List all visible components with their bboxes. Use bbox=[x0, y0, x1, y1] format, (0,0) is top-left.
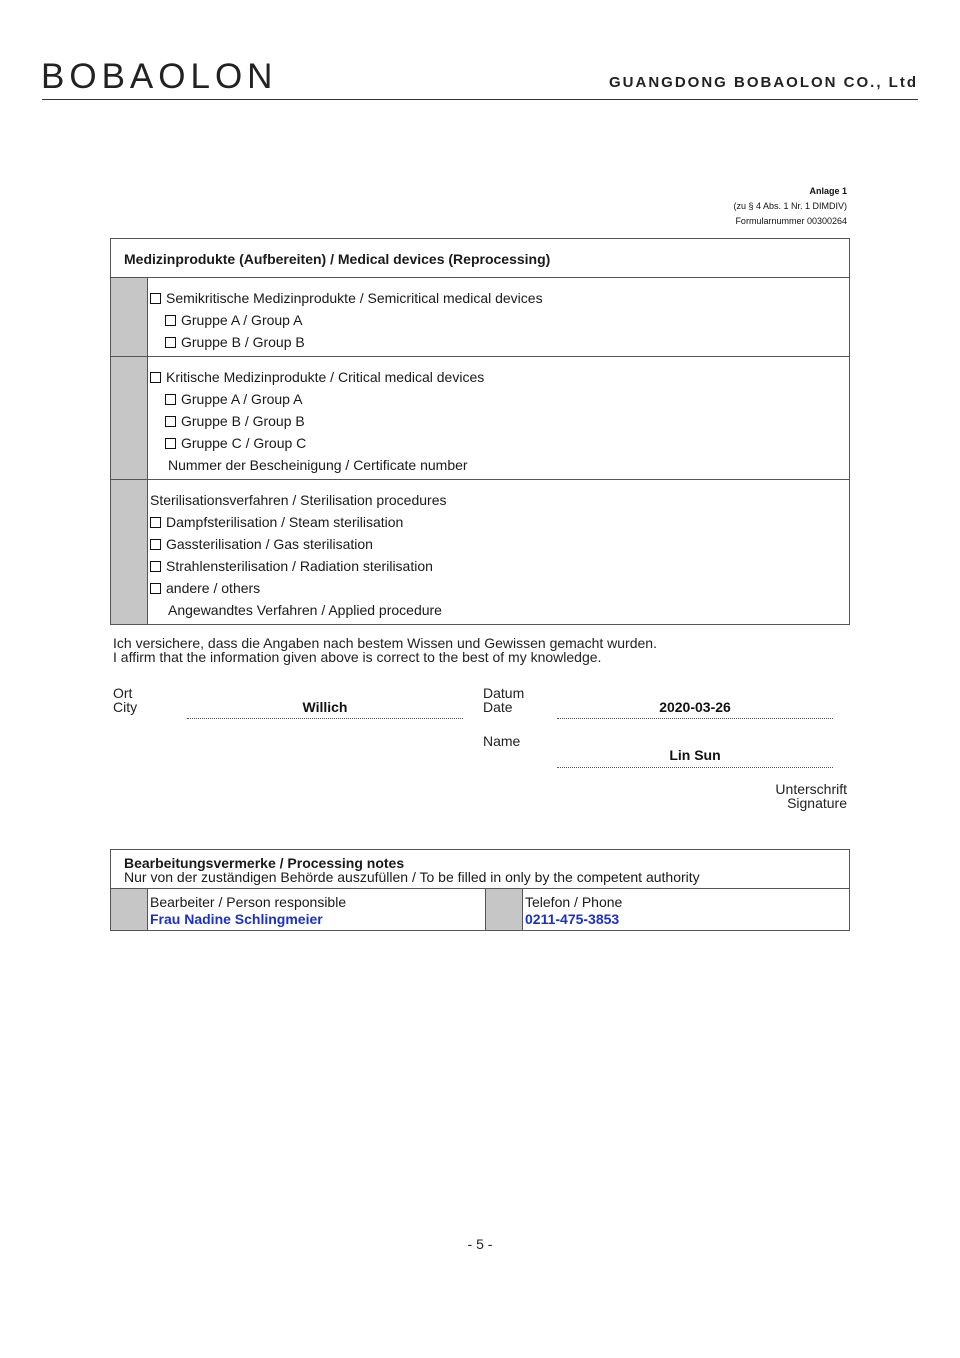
date-label-en: Date bbox=[483, 699, 513, 715]
critical-group-a[interactable] bbox=[148, 388, 849, 410]
date-label-de: Datum bbox=[483, 685, 525, 701]
gray-marker bbox=[111, 278, 148, 357]
option-label: Dampfsterilisation / Steam sterilisation bbox=[166, 514, 404, 530]
annex-block bbox=[733, 184, 847, 229]
header-divider bbox=[42, 99, 918, 100]
checkbox-icon[interactable] bbox=[150, 583, 161, 594]
semicritical-option[interactable] bbox=[148, 287, 849, 309]
medical-devices-form bbox=[110, 238, 850, 625]
sterilisation-label: Sterilisationsverfahren / Sterilisation procedures bbox=[150, 492, 447, 508]
checkbox-icon[interactable] bbox=[165, 337, 176, 348]
signature-label-de: Unterschrift bbox=[775, 781, 847, 797]
signature-label bbox=[775, 782, 847, 810]
certificate-number-field[interactable]: Nummer der Bescheinigung / Certificate number bbox=[168, 457, 468, 473]
option-label: Strahlensterilisation / Radiation sterilisation bbox=[166, 558, 433, 574]
option-label: andere / others bbox=[166, 580, 261, 596]
affirmation-de: Ich versichere, dass die Angaben nach bestem Wissen und Gewissen gemacht wurden. bbox=[113, 635, 657, 651]
phone-value[interactable]: 0211-475-3853 bbox=[525, 911, 620, 927]
signature-label-en: Signature bbox=[787, 795, 847, 811]
company-name: GUANGDONG BOBAOLON CO., Ltd bbox=[609, 74, 918, 91]
annex-reference: (zu § 4 Abs. 1 Nr. 1 DIMDIV) bbox=[733, 201, 847, 211]
name-label: Name bbox=[483, 733, 521, 749]
checkbox-icon[interactable] bbox=[150, 539, 161, 550]
checkbox-icon[interactable] bbox=[150, 517, 161, 528]
semicritical-group-b[interactable] bbox=[148, 331, 849, 353]
option-label: Gassterilisation / Gas sterilisation bbox=[166, 536, 373, 552]
name-field[interactable]: Lin Sun bbox=[557, 747, 833, 768]
company-logo: BOBAOLON bbox=[41, 57, 278, 96]
affirmation-en: I affirm that the information given above is correct to the best of my knowledge. bbox=[113, 649, 602, 665]
checkbox-icon[interactable] bbox=[150, 561, 161, 572]
city-label-en: City bbox=[113, 699, 138, 715]
processing-notes bbox=[110, 849, 850, 931]
person-value[interactable]: Frau Nadine Schlingmeier bbox=[150, 911, 323, 927]
page-number: - 5 - bbox=[467, 1236, 493, 1252]
notes-title: Bearbeitungsvermerke / Processing notes bbox=[124, 855, 405, 871]
sterilisation-gas[interactable] bbox=[148, 533, 849, 555]
notes-subtitle: Nur von der zuständigen Behörde auszufüllen / To be filled in only by the competent authority bbox=[124, 869, 700, 885]
checkbox-icon[interactable] bbox=[165, 394, 176, 405]
semicritical-group-a[interactable] bbox=[148, 309, 849, 331]
person-label: Bearbeiter / Person responsible bbox=[150, 894, 347, 910]
checkbox-icon[interactable] bbox=[165, 438, 176, 449]
critical-option[interactable] bbox=[148, 366, 849, 388]
sterilisation-radiation[interactable] bbox=[148, 555, 849, 577]
checkbox-icon[interactable] bbox=[165, 416, 176, 427]
group-label: Gruppe B / Group B bbox=[181, 413, 305, 429]
critical-group-b[interactable] bbox=[148, 410, 849, 432]
gray-marker bbox=[111, 889, 148, 931]
form-number: Formularnummer 00300264 bbox=[735, 216, 847, 226]
annex-title: Anlage 1 bbox=[809, 186, 847, 196]
checkbox-icon[interactable] bbox=[150, 293, 161, 304]
affirmation bbox=[113, 636, 657, 664]
gray-marker bbox=[111, 480, 148, 625]
sterilisation-others[interactable] bbox=[148, 577, 849, 599]
phone-label: Telefon / Phone bbox=[525, 894, 623, 910]
gray-marker bbox=[486, 889, 523, 931]
applied-procedure-field[interactable]: Angewandtes Verfahren / Applied procedure bbox=[168, 602, 442, 618]
critical-group-c[interactable] bbox=[148, 432, 849, 454]
critical-label: Kritische Medizinprodukte / Critical medical devices bbox=[166, 369, 485, 385]
checkbox-icon[interactable] bbox=[150, 372, 161, 383]
group-label: Gruppe A / Group A bbox=[181, 391, 303, 407]
gray-marker bbox=[111, 357, 148, 480]
city-label-de: Ort bbox=[113, 685, 133, 701]
semicritical-label: Semikritische Medizinprodukte / Semicritical medical devices bbox=[166, 290, 543, 306]
group-label: Gruppe C / Group C bbox=[181, 435, 307, 451]
sterilisation-steam[interactable] bbox=[148, 511, 849, 533]
date-label bbox=[483, 686, 524, 714]
group-label: Gruppe B / Group B bbox=[181, 334, 305, 350]
city-label bbox=[113, 686, 137, 714]
group-label: Gruppe A / Group A bbox=[181, 312, 303, 328]
form-heading: Medizinprodukte (Aufbereiten) / Medical devices (Reprocessing) bbox=[111, 239, 850, 278]
date-field[interactable]: 2020-03-26 bbox=[557, 699, 833, 719]
checkbox-icon[interactable] bbox=[165, 315, 176, 326]
city-field[interactable]: Willich bbox=[187, 699, 463, 719]
